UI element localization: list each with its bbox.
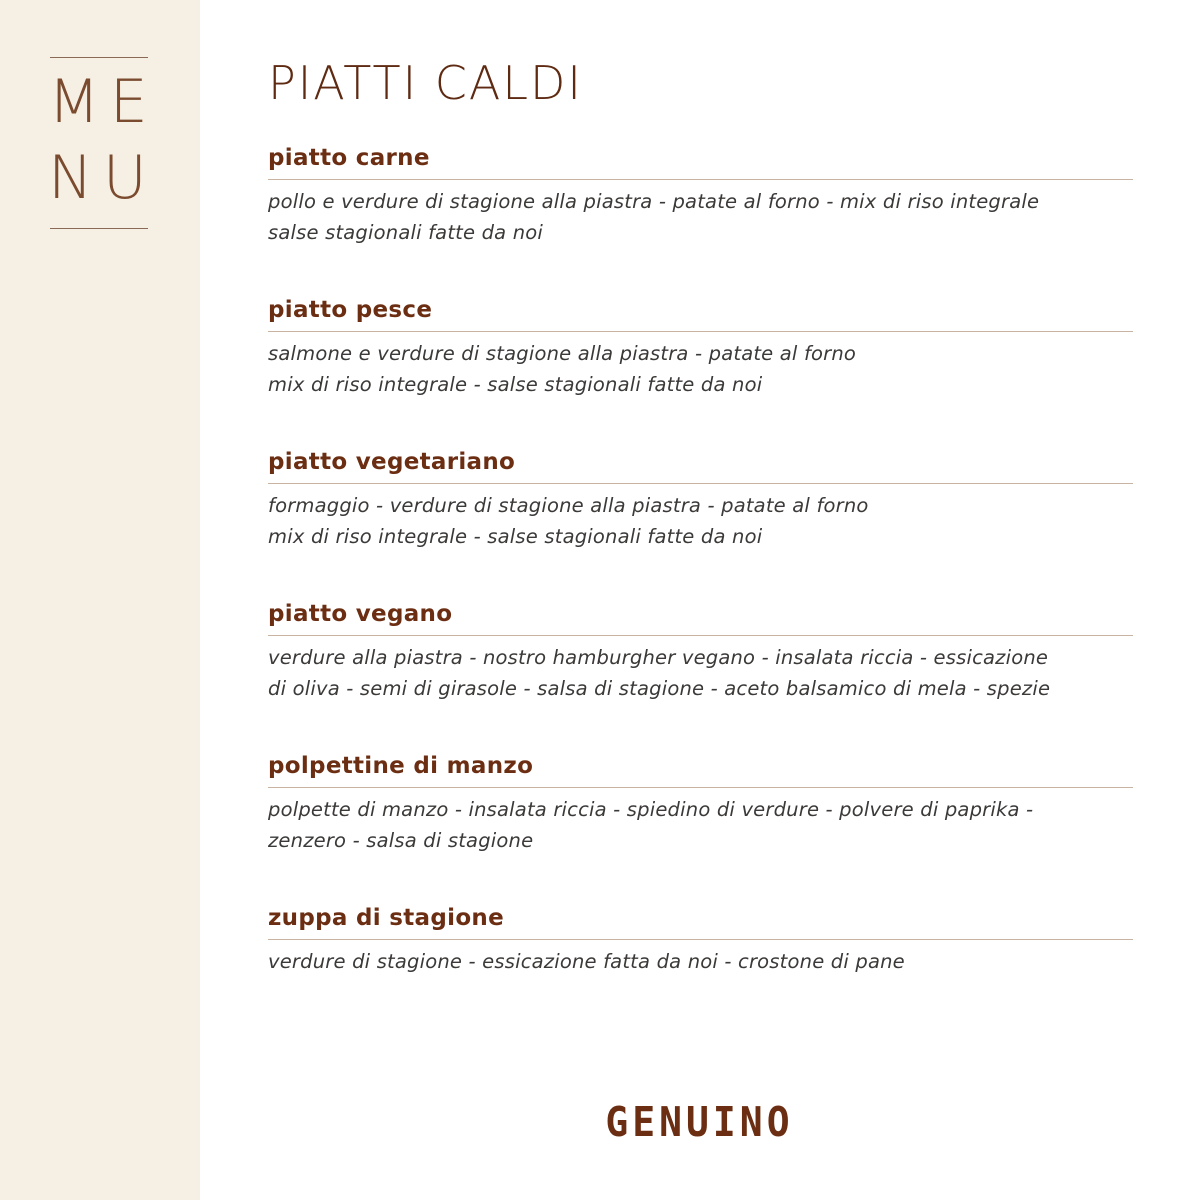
menu-item (268, 445, 1133, 597)
menu-item-divider (268, 939, 1133, 940)
menu-item-description-line: salmone e verdure di stagione alla piastra - patate al forno (268, 342, 857, 365)
menu-item-divider (268, 331, 1133, 332)
menu-item-name: piatto carne (268, 145, 430, 171)
menu-item-name: piatto pesce (268, 297, 433, 323)
menu-item-description (268, 642, 1133, 704)
brand-name: GENUINO (605, 1098, 794, 1146)
menu-item-description (268, 338, 1133, 400)
sidebar-menu-word-line2: NU (48, 143, 157, 213)
menu-item-name: polpettine di manzo (268, 753, 534, 779)
menu-item-description (268, 946, 1133, 977)
menu-item-name: piatto vegetariano (268, 449, 516, 475)
sidebar-top-rule (50, 57, 148, 58)
menu-item-divider (268, 179, 1133, 180)
menu-item-divider (268, 635, 1133, 636)
page-title: PIATTI CALDI (268, 56, 583, 110)
menu-item-description (268, 186, 1133, 248)
menu-item (268, 141, 1133, 293)
menu-item-name: zuppa di stagione (268, 905, 504, 931)
sidebar-menu-word-line1: ME (48, 67, 158, 137)
menu-item-description (268, 794, 1133, 856)
menu-item-description-line: pollo e verdure di stagione alla piastra - patate al forno - mix di riso integrale (268, 190, 1040, 213)
menu-item-description-line: verdure di stagione - essicazione fatta da noi - crostone di pane (268, 950, 905, 973)
menu-item-description-line: polpette di manzo - insalata riccia - spiedino di verdure - polvere di paprika - (268, 798, 1034, 821)
menu-item-description-line: mix di riso integrale - salse stagionali fatte da noi (268, 525, 763, 548)
menu-item-description-line: formaggio - verdure di stagione alla piastra - patate al forno (268, 494, 869, 517)
menu-item (268, 901, 1133, 1053)
menu-item (268, 293, 1133, 445)
menu-item-description-line: zenzero - salsa di stagione (268, 829, 534, 852)
sidebar-bottom-rule (50, 228, 148, 229)
menu-item-description-line: di oliva - semi di girasole - salsa di stagione - aceto balsamico di mela - spezie (268, 677, 1051, 700)
menu-item-name: piatto vegano (268, 601, 453, 627)
menu-item (268, 749, 1133, 901)
menu-item-description (268, 490, 1133, 552)
menu-item-divider (268, 483, 1133, 484)
menu-item-divider (268, 787, 1133, 788)
sidebar-panel (0, 0, 200, 1200)
menu-item-description-line: verdure alla piastra - nostro hamburgher vegano - insalata riccia - essicazione (268, 646, 1049, 669)
menu-list (268, 141, 1133, 1053)
menu-item (268, 597, 1133, 749)
brand-logo (200, 1100, 1199, 1144)
menu-item-description-line: mix di riso integrale - salse stagionali fatte da noi (268, 373, 763, 396)
menu-item-description-line: salse stagionali fatte da noi (268, 221, 544, 244)
